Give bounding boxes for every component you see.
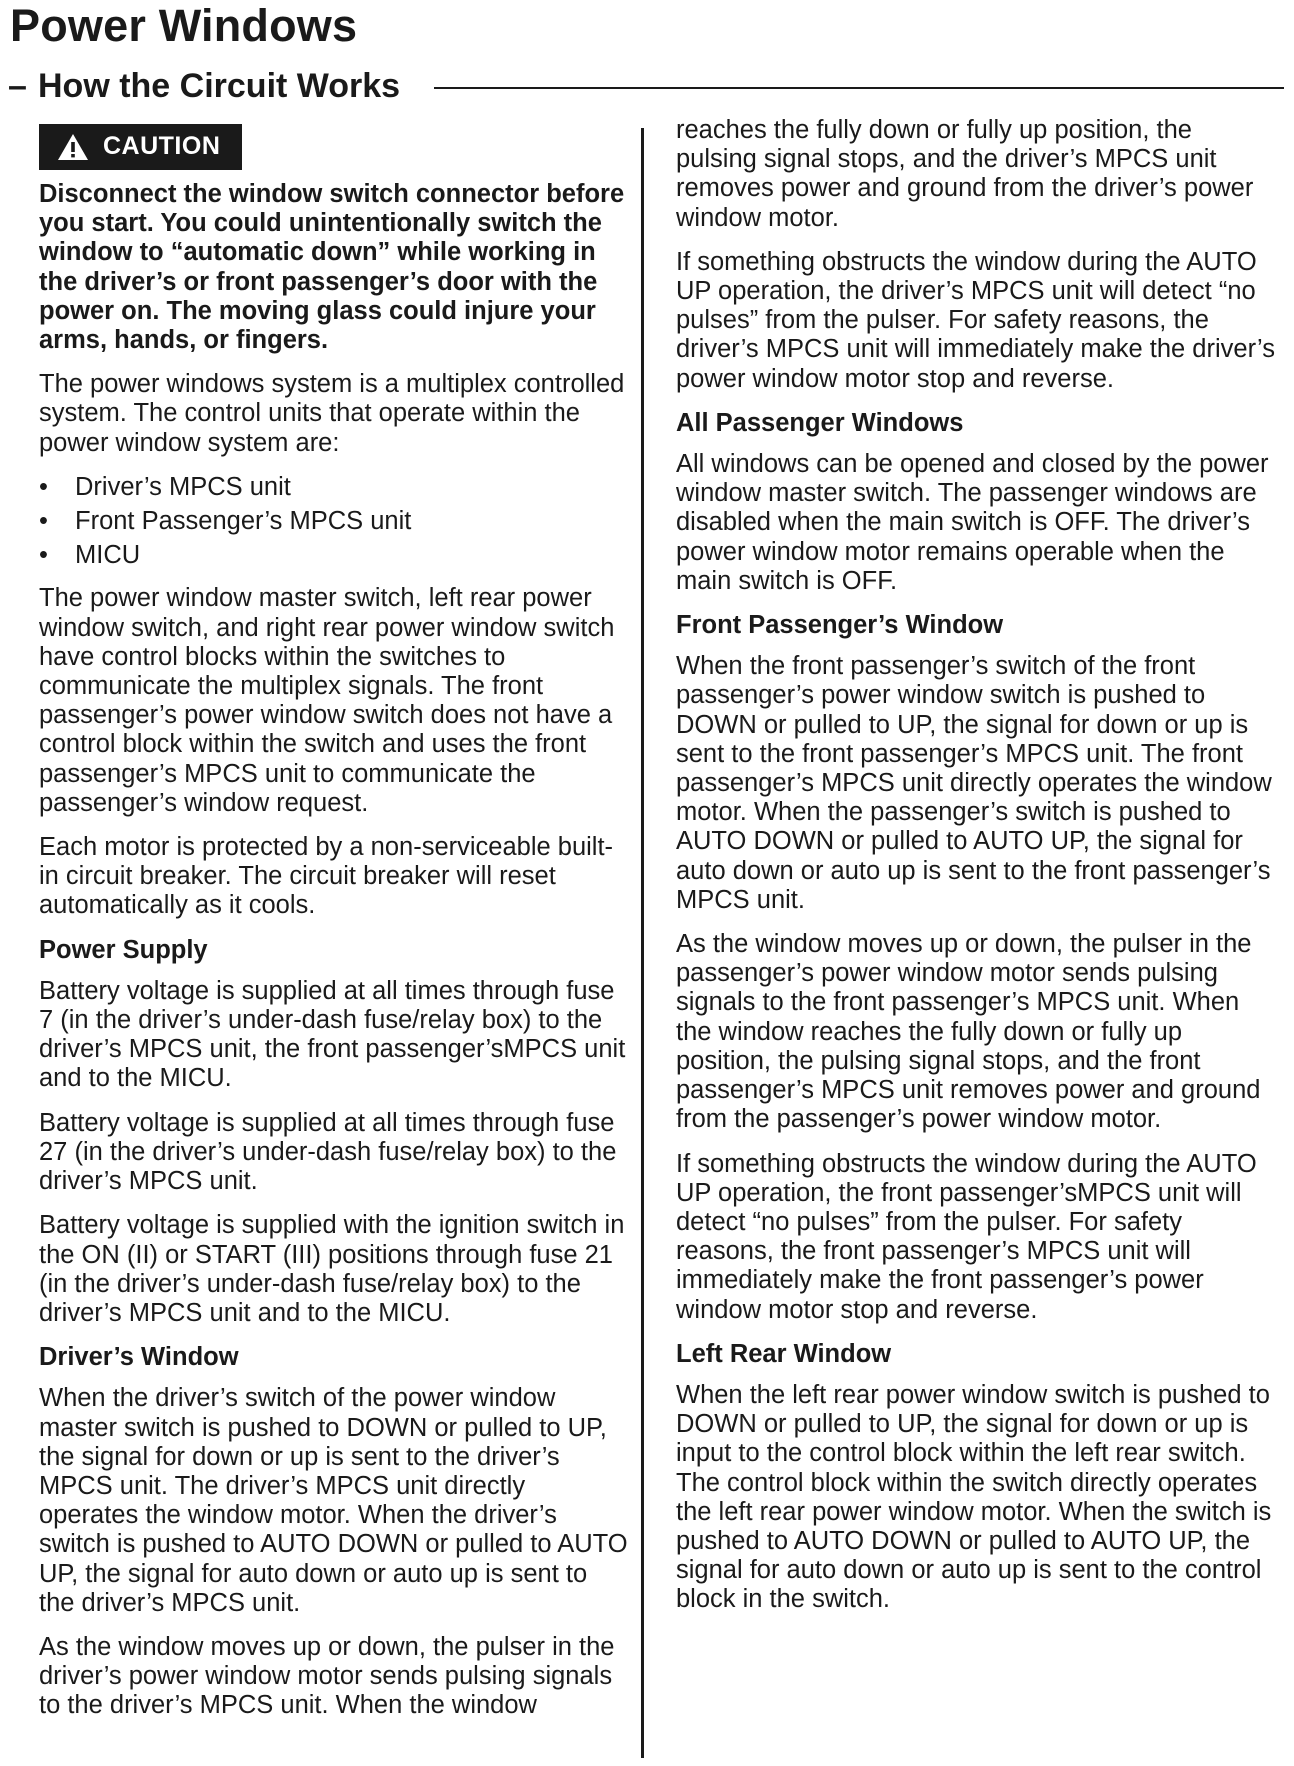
front-passenger-paragraph-1: When the front passenger’s switch of the front passenger’s power window switch is pushed to DOWN or pulled to UP, the signal for down or up is sent to the front passenger’s MPCS unit. The front passenger’s MPCS unit directly operates the window motor. When the passenger’s switch is pushed to AUTO DOWN or pulled to AUTO UP, the signal for auto down or auto up is sent to the front passenger’s MPCS unit. bbox=[676, 652, 1272, 914]
list-item: • MICU bbox=[39, 541, 629, 570]
section-header bbox=[8, 64, 1280, 108]
left-column bbox=[39, 116, 629, 1736]
header-rule bbox=[434, 87, 1284, 89]
page-title: Power Windows bbox=[10, 0, 358, 51]
power-supply-paragraph-2: Battery voltage is supplied at all times through fuse 27 (in the driver’s under-dash fuse/relay box) to the driver’s MPCS unit. bbox=[39, 1108, 617, 1196]
column-divider bbox=[641, 128, 644, 1758]
drivers-window-continued: reaches the fully down or fully up position, the pulsing signal stops, and the driver’s MPCS unit removes power and ground from the driver’s power window motor. bbox=[676, 116, 1254, 232]
all-passenger-windows-heading: All Passenger Windows bbox=[676, 408, 964, 437]
subtitle-dash: – bbox=[8, 67, 27, 105]
master-switch-paragraph: The power window master switch, left rear power window switch, and right rear power window switch have control blocks within the switches to communicate the multiplex signals. The front passenger’s power window switch does not have a control block within the switch and uses the front passenger’s MPCS unit to communicate the passenger’s window request. bbox=[39, 584, 615, 817]
power-supply-paragraph-3: Battery voltage is supplied with the ignition switch in the ON (II) or START (III) positions through fuse 21 (in the driver’s under-dash fuse/relay box) to the driver’s MPCS unit and to the MICU. bbox=[39, 1211, 625, 1327]
circuit-breaker-paragraph: Each motor is protected by a non-serviceable built-in circuit breaker. The circuit breaker will reset automatically as it cools. bbox=[39, 833, 614, 920]
warning-triangle-icon bbox=[57, 133, 89, 161]
caution-badge bbox=[39, 124, 242, 170]
drivers-window-paragraph-1: When the driver’s switch of the power window master switch is pushed to DOWN or pulled to UP, the signal for down or up is sent to the driver’s MPCS unit. The driver’s MPCS unit directly operates the window motor. When the driver’s switch is pushed to AUTO DOWN or pulled to AUTO UP, the signal for auto down or auto up is sent to the driver’s MPCS unit. bbox=[39, 1384, 628, 1617]
left-rear-window-paragraph: When the left rear power window switch is pushed to DOWN or pulled to UP, the signal for down or up is input to the control block within the left rear switch. The control block within the switch directly operates the left rear power window motor. When the switch is pushed to AUTO DOWN or pulled to AUTO UP, the signal for auto down or auto up is sent to the control block in the switch. bbox=[676, 1380, 1272, 1614]
all-passenger-windows-paragraph: All windows can be opened and closed by the power window master switch. The passenger windows are disabled when the main switch is OFF. The driver’s power window motor remains operable when the main switch is OFF. bbox=[676, 450, 1269, 595]
drivers-obstruction-paragraph: If something obstructs the window during the AUTO UP operation, the driver’s MPCS unit will detect “no pulses” from the pulser. For safety reasons, the driver’s MPCS unit will immediately make the driver’s power window motor stop and reverse. bbox=[676, 247, 1275, 393]
intro-paragraph: The power windows system is a multiplex controlled system. The control units that operate within the power window system are: bbox=[39, 370, 625, 457]
control-units-list bbox=[39, 473, 629, 571]
right-column bbox=[676, 116, 1276, 1630]
power-supply-paragraph-1: Battery voltage is supplied at all times through fuse 7 (in the driver’s under-dash fuse/relay box) to the driver’s MPCS unit, the front passenger’sMPCS unit and to the MICU. bbox=[39, 976, 626, 1093]
front-passenger-window-heading: Front Passenger’s Window bbox=[676, 611, 1004, 640]
drivers-window-paragraph-2: As the window moves up or down, the pulser in the driver’s power window motor sends pulsing signals to the driver’s MPCS unit. When the window bbox=[39, 1632, 615, 1720]
list-item: • Front Passenger’s MPCS unit bbox=[39, 507, 629, 536]
left-rear-window-heading: Left Rear Window bbox=[676, 1339, 892, 1368]
section-subtitle: How the Circuit Works bbox=[38, 67, 401, 105]
list-item: • Driver’s MPCS unit bbox=[39, 473, 629, 502]
caution-text: Disconnect the window switch connector before you start. You could unintentionally switch the window to “automatic down” while working in the driver’s or front passenger’s door with the power on. The moving glass could injure your arms, hands, or fingers. bbox=[39, 180, 625, 355]
front-passenger-paragraph-2: As the window moves up or down, the pulser in the passenger’s power window motor sends pulsing signals to the front passenger’s MPCS unit. When the window reaches the fully down or fully up position, the pulsing signal stops, and the front passenger’s MPCS unit removes power and ground from the passenger’s power window motor. bbox=[676, 930, 1261, 1134]
power-supply-heading: Power Supply bbox=[39, 935, 208, 964]
caution-label: CAUTION bbox=[103, 132, 221, 161]
drivers-window-heading: Driver’s Window bbox=[39, 1343, 239, 1372]
front-passenger-paragraph-3: If something obstructs the window during the AUTO UP operation, the front passenger’sMPCS unit will detect “no pulses” from the pulser. For safety reasons, the front passenger’s MPCS unit will immediately make the front passenger’s power window motor stop and reverse. bbox=[676, 1149, 1257, 1324]
